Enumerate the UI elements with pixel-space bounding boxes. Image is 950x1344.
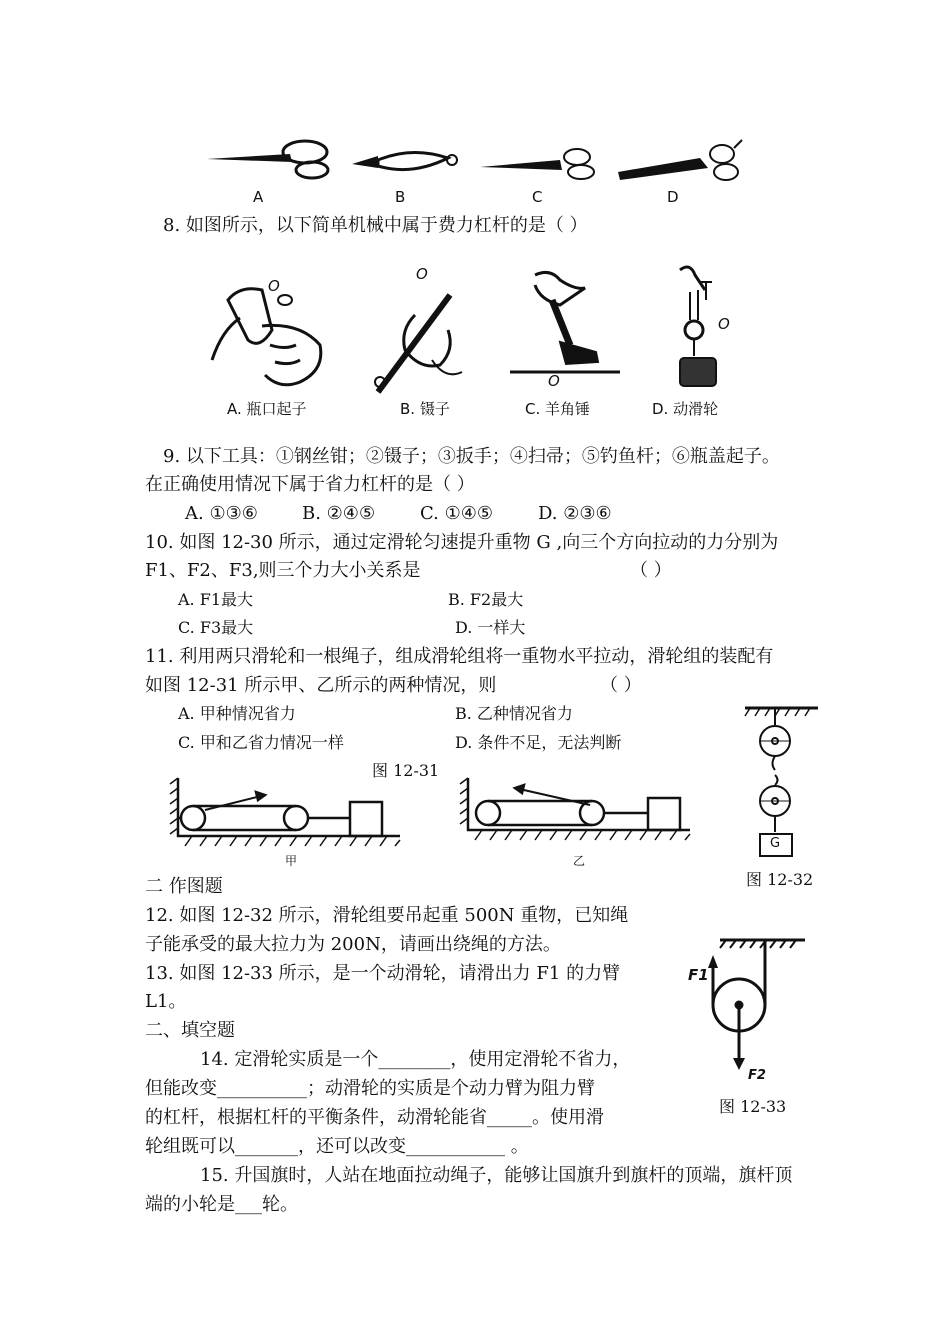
q8-option-a: A. 瓶口起子 (227, 400, 307, 418)
q10-option-a: A. F1最大 (178, 590, 254, 609)
q9-option-d: D. ②③⑥ (538, 503, 612, 524)
q8-d-point-label: O (718, 315, 730, 333)
q11-paren: （ ） (600, 675, 642, 696)
q11-option-a: A. 甲种情况省力 (178, 704, 296, 723)
fig-12-33-f1-label: F1 (688, 966, 709, 984)
q14-line-2: 但能改变__________；动滑轮的实质是个动力臂为阻力臂 (145, 1078, 595, 1099)
q8-option-b: B. 镊子 (400, 400, 450, 418)
q9-line-1: 9. 以下工具：①钢丝钳；②镊子；③扳手；④扫帚；⑤钓鱼杆；⑥瓶盖起子。 (163, 446, 780, 467)
q10-line-1: 10. 如图 12-30 所示，通过定滑轮匀速提升重物 G ,向三个方向拉动的力分别为 (145, 532, 779, 553)
section-drawing-title: 二 作图题 (145, 876, 223, 897)
q10-line-2: F1、F2、F3,则三个力大小关系是 (145, 560, 421, 581)
fig-12-33-f2-label: F2 (748, 1068, 766, 1083)
q12-line-2: 子能承受的最大拉力为 200N，请画出绕绳的方法。 (145, 934, 561, 955)
q8-option-c: C. 羊角锤 (525, 400, 591, 418)
fig-12-33-caption: 图 12-33 (719, 1097, 787, 1116)
fig-12-31-label-yi: 乙 (573, 854, 586, 868)
q8-option-d: D. 动滑轮 (652, 400, 719, 418)
q10-option-d: D. 一样大 (455, 618, 526, 637)
q11-option-b: B. 乙种情况省力 (455, 704, 573, 723)
fig-12-31-label-jia: 甲 (285, 854, 298, 868)
scissors-label-a: A (253, 188, 264, 206)
q11-line-1: 11. 利用两只滑轮和一根绳子，组成滑轮组将一重物水平拉动，滑轮组的装配有 (145, 646, 774, 667)
q14-line-1: 14. 定滑轮实质是一个________，使用定滑轮不省力， (200, 1049, 631, 1070)
q14-line-4: 轮组既可以_______，还可以改变___________ 。 (145, 1136, 529, 1157)
q13-line-2: L1。 (145, 991, 187, 1012)
scissors-label-c: C (532, 188, 543, 206)
q15-line-2: 端的小轮是___轮。 (145, 1194, 298, 1215)
section-fill-title: 二、填空题 (145, 1020, 235, 1041)
q11-line-2: 如图 12-31 所示甲、乙所示的两种情况，则 (145, 675, 497, 696)
q15-line-1: 15. 升国旗时，人站在地面拉动绳子，能够让国旗升到旗杆的顶端，旗杆顶 (200, 1165, 793, 1186)
q10-paren: （ ） (630, 560, 672, 581)
q8-c-point-label: O (548, 372, 560, 390)
q10-option-b: B. F2最大 (448, 590, 524, 609)
q9-option-b: B. ②④⑤ (302, 503, 376, 524)
fig-12-31-caption: 图 12-31 (372, 761, 440, 780)
q12-line-1: 12. 如图 12-32 所示，滑轮组要吊起重 500N 重物，已知绳 (145, 905, 629, 926)
q14-line-3: 的杠杆，根据杠杆的平衡条件，动滑轮能省_____。使用滑 (145, 1107, 604, 1128)
q10-option-c: C. F3最大 (178, 618, 254, 637)
q9-line-2: 在正确使用情况下属于省力杠杆的是（ ） (145, 474, 475, 495)
q8-a-point-label: O (268, 277, 280, 295)
q9-option-c: C. ①④⑤ (420, 503, 493, 524)
scissors-label-d: D (667, 188, 679, 206)
scissors-label-b: B (395, 188, 406, 206)
q8-text: 8. 如图所示，以下简单机械中属于费力杠杆的是（ ） (163, 215, 588, 236)
q8-b-point-label: O (416, 265, 428, 283)
q11-option-c: C. 甲和乙省力情况一样 (178, 733, 344, 752)
q9-option-a: A. ①③⑥ (185, 503, 258, 524)
fig-12-32-caption: 图 12-32 (746, 870, 814, 889)
q13-line-1: 13. 如图 12-33 所示，是一个动滑轮，请滑出力 F1 的力臂 (145, 963, 621, 984)
fig-12-32-weight-label: G (770, 836, 781, 851)
q11-option-d: D. 条件不足，无法判断 (455, 733, 622, 752)
